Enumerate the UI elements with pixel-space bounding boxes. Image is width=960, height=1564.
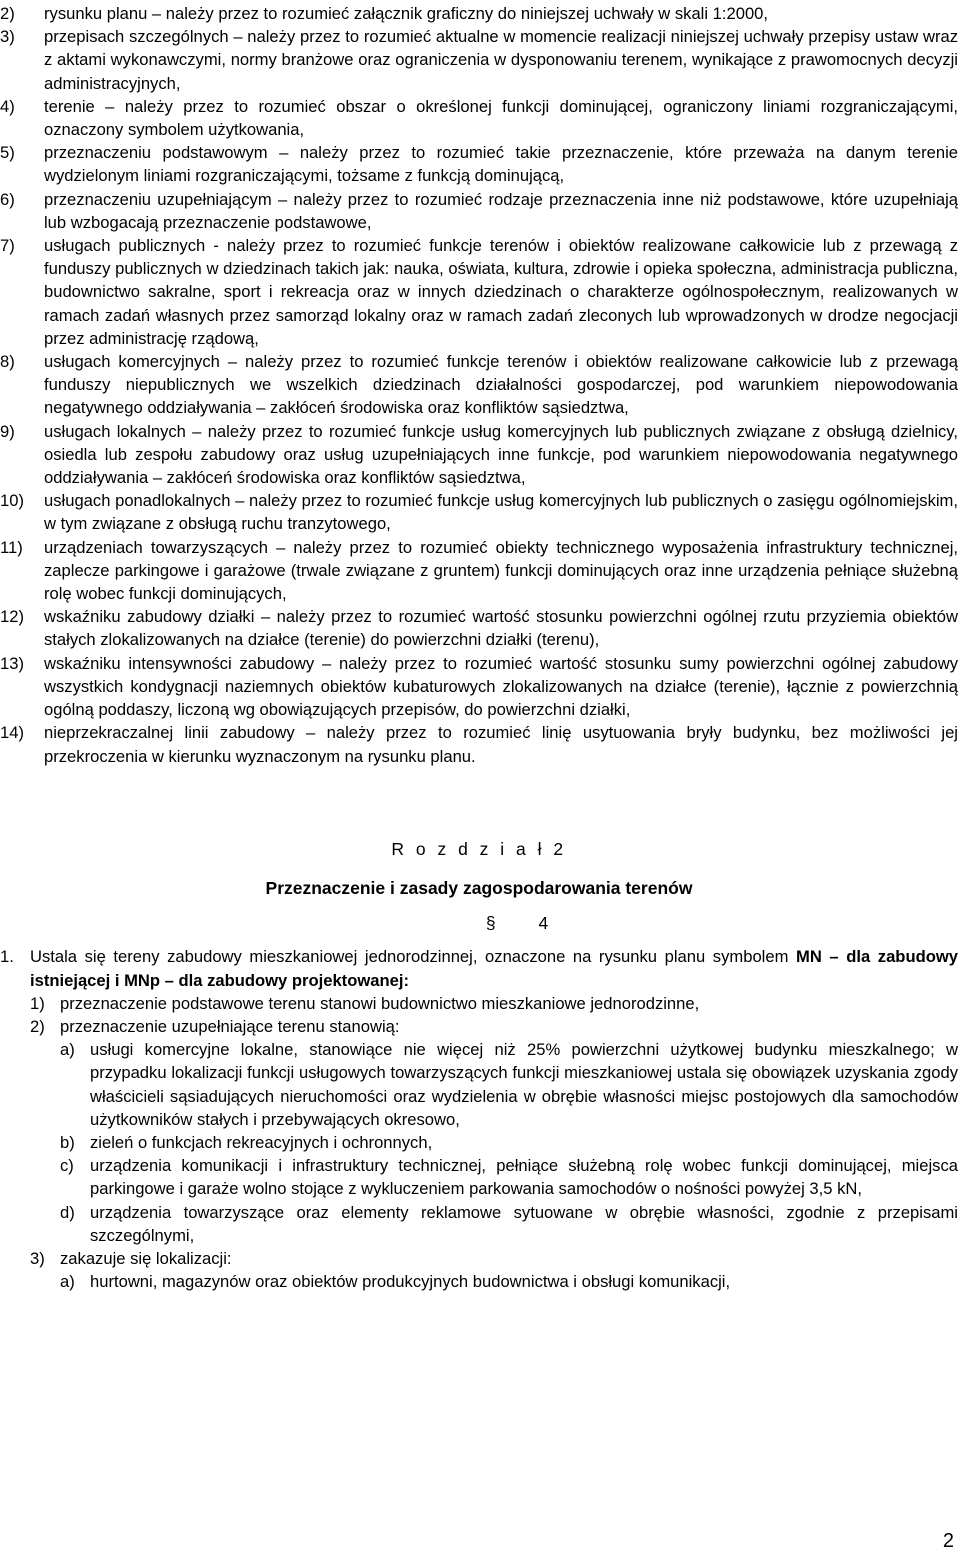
section-subitem (0, 1131, 958, 1154)
section-item-text: zakazuje się lokalizacji: (60, 1248, 232, 1268)
definition-text: urządzeniach towarzyszących – należy przez to rozumieć obiekty technicznego wyposażenia infrastruktury technicznej, zaplecze parkingowe i garażowe (trwale związane z gruntem) funkcji dominujących oraz inne urządzenia pełniące służebną rolę wobec funkcji dominujących, (44, 537, 958, 604)
chapter-label: R o z d z i a ł 2 (391, 838, 567, 859)
section-item-number: 1) (30, 993, 45, 1013)
definition-number: 7) (0, 236, 15, 256)
definition-number: 10) (0, 491, 24, 511)
definition-item (0, 536, 958, 606)
definition-text: usługach ponadlokalnych – należy przez to rozumieć funkcje usług komercyjnych lub publicznych o zasięgu ogólnomiejskim, w tym związane z obsługą ruchu tranzytowego, (44, 491, 958, 534)
section-item-text: przeznaczenie podstawowe terenu stanowi budownictwo mieszkaniowe jednorodzinne, (60, 993, 700, 1013)
chapter-title: Przeznaczenie i zasady zagospodarowania terenów (265, 877, 693, 898)
section-intro-part1: Ustala się tereny zabudowy mieszkaniowej jednorodzinnej, oznaczone na rysunku planu symbolem (30, 947, 797, 967)
section-intro-part3: – dla zabudowy projektowanej: (160, 970, 409, 990)
section-subitem-text: zieleń o funkcjach rekreacyjnych i ochronnych, (90, 1132, 433, 1152)
section-subitem-text: hurtowni, magazynów oraz obiektów produkcyjnych budownictwa i obsługi komunikacji, (90, 1272, 731, 1292)
definition-number: 13) (0, 653, 24, 673)
definition-item (0, 2, 958, 25)
definition-text: usługach lokalnych – należy przez to rozumieć funkcje usług komercyjnych lub publicznych związane z obsługą dzielnicy, osiedla lub zespołu zabudowy oraz usług uzupełniających inne funkcje, pod warunkiem niepowodowania negatywnego oddziaływania – zakłóceń środowiska oraz konfliktów sąsiedztwa, (44, 421, 958, 488)
definition-text: terenie – należy przez to rozumieć obszar o określonej funkcji dominującej, ograniczony liniami rozgraniczającymi, oznaczony symbolem użytkowania, (44, 96, 958, 140)
definition-number: 12) (0, 607, 24, 627)
section-point (0, 945, 958, 991)
section-subitem-letter: c) (60, 1156, 74, 1176)
definition-number: 4) (0, 96, 15, 116)
section-subitem (0, 1270, 958, 1293)
document-content (0, 2, 958, 1293)
section-item-number: 3) (30, 1248, 45, 1268)
symbol-mnp: MNp (124, 970, 161, 990)
definition-item (0, 605, 958, 651)
section-subitem-letter: d) (60, 1202, 75, 1222)
paragraph-sign: § (485, 913, 496, 934)
paragraph-number: 4 (538, 913, 549, 934)
paragraph-heading (0, 912, 958, 935)
section-item (0, 1247, 958, 1270)
definition-text: usługach komercyjnych – należy przez to rozumieć funkcje terenów i obiektów realizowane całkowicie lub z przewagą funduszy niepublicznych we wszelkich dziedzinach działalności gospodarczej, pod warunkiem niepowodowania negatywnego oddziaływania – zakłóceń środowiska oraz konfliktów sąsiedztwa, (44, 352, 958, 418)
definition-number: 2) (0, 4, 15, 23)
section-point-number: 1. (0, 947, 14, 967)
definition-item (0, 25, 958, 95)
section-subitem-letter: b) (60, 1132, 75, 1152)
definition-item (0, 188, 958, 234)
section-subitem (0, 1154, 958, 1200)
section-subitem-text: urządzenia towarzyszące oraz elementy reklamowe sytuowane w obrębie własności, zgodnie z przepisami szczególnymi, (90, 1202, 958, 1245)
definition-text: przeznaczeniu uzupełniającym – należy przez to rozumieć rodzaje przeznaczenia inne niż podstawowe, które uzupełniają lub wzbogacają przeznaczenie podstawowe, (44, 189, 958, 232)
definition-item (0, 141, 958, 187)
definition-number: 9) (0, 421, 15, 441)
definition-number: 6) (0, 189, 15, 209)
definition-text: wskaźniku intensywności zabudowy – należy przez to rozumieć wartość stosunku sumy powierzchni ogólnej zabudowy wszystkich kondygnacji naziemnych obiektów kubaturowych zlokalizowanych na działce (terenie), łącznie z powierzchnią ogólną poddaszy, liczoną wg obowiązujących przepisów, do powierzchni działki, (44, 653, 958, 720)
definition-item (0, 652, 958, 722)
definition-item (0, 721, 958, 767)
section-item (0, 1015, 958, 1038)
definition-text: nieprzekraczalnej linii zabudowy – należy przez to rozumieć linię usytuowania bryły budynku, bez możliwości jej przekroczenia w kierunku wyznaczonym na rysunku planu. (44, 723, 958, 766)
definition-text: wskaźniku zabudowy działki – należy przez to rozumieć wartość stosunku powierzchni ogólnej rzutu przyziemia obiektów stałych zlokalizowanych na działce (terenie) do powierzchni działki (terenu), (44, 607, 958, 650)
section-subitem (0, 1201, 958, 1247)
definition-item (0, 95, 958, 141)
section-item-number: 2) (30, 1016, 45, 1036)
section-subitem-text: urządzenia komunikacji i infrastruktury technicznej, pełniące służebną rolę wobec funkcji dominującej, miejsca parkingowe i garaże wolno stojące z wykluczeniem parkowania samochodów o nośności powyżej 3,5 kN, (90, 1156, 958, 1199)
section-subitem (0, 1038, 958, 1131)
section-subitem-letter: a) (60, 1040, 75, 1060)
definition-item (0, 489, 958, 535)
definition-text: przepisach szczególnych – należy przez to rozumieć aktualne w momencie realizacji niniejszej uchwały przepisy ustaw wraz z aktami wykonawczymi, normy branżowe oraz ograniczenia w dysponowaniu terenem, wynikające z prawomocnych decyzji administracyjnych, (44, 27, 958, 93)
definition-number: 5) (0, 143, 15, 163)
definition-text: rysunku planu – należy przez to rozumieć załącznik graficzny do niniejszej uchwały w skali 1:2000, (44, 4, 769, 23)
definition-number: 11) (0, 537, 23, 557)
page-number: 2 (942, 1530, 954, 1552)
definition-text: przeznaczeniu podstawowym – należy przez to rozumieć takie przeznaczenie, które przeważa na danym terenie wydzielonym liniami rozgraniczającymi, tożsame z funkcją dominującą, (44, 143, 958, 186)
symbol-mn: MN (796, 947, 822, 967)
section-item-text: przeznaczenie uzupełniające terenu stanowią: (60, 1016, 400, 1036)
definitions-list (0, 2, 958, 768)
definition-number: 14) (0, 723, 24, 743)
section-intro-part2: – dla zabudowy istniejącej i (30, 947, 958, 990)
section-item (0, 992, 958, 1015)
definition-text: usługach publicznych - należy przez to rozumieć funkcje terenów i obiektów realizowane całkowicie lub z przewagą z funduszy publicznych w dziedzinach takich jak: nauka, oświata, kultura, zdrowie i opieka społeczna, administracja publiczna, budownictwo sakralne, sport i rekreacja oraz w innych dziedzinach o charakterze ogólnospołecznym, realizowanych w ramach zadań własnych przez samorząd lokalny oraz w ramach zadań zleconych lub wprowadzonych w drodze negocjacji przez administrację rządową, (44, 236, 958, 348)
definition-item (0, 350, 958, 420)
definition-item (0, 420, 958, 490)
definition-number: 8) (0, 352, 15, 372)
definition-number: 3) (0, 27, 15, 47)
section-subitem-text: usługi komercyjne lokalne, stanowiące nie więcej niż 25% powierzchni użytkowej budynku mieszkalnego; w przypadku lokalizacji funkcji usługowych towarzyszących funkcji mieszkaniowej ustala się obowiązek uzyskania zgody właścicieli sąsiadujących nieruchomości oraz wydzielenia w obrębie własności miejsc postojowych dla samochodów użytkowników stałych i przebywających okresowo, (90, 1040, 958, 1129)
definition-item (0, 234, 958, 350)
section-subitem-letter: a) (60, 1272, 75, 1292)
